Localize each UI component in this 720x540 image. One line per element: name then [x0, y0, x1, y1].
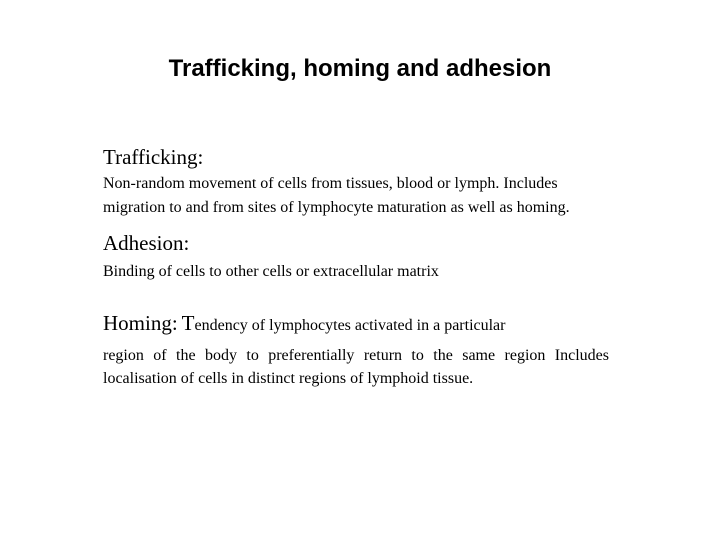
homing-section: [103, 309, 609, 391]
adhesion-heading: Adhesion:: [103, 231, 190, 255]
homing-first-line-text: endency of lymphocytes activated in a particular: [194, 316, 506, 334]
trafficking-heading: Trafficking:: [103, 145, 204, 169]
adhesion-definition: Binding of cells to other cells or extracellular matrix: [103, 263, 439, 280]
slide-title: Trafficking, homing and adhesion: [168, 55, 552, 82]
homing-heading: Homing:: [103, 310, 178, 335]
trafficking-definition: Non-random movement of cells from tissues, blood or lymph. Includes migration to and from sites of lymphocyte maturation as well as homing.: [103, 175, 570, 216]
adhesion-section: [103, 229, 609, 284]
homing-first-line: [103, 309, 609, 340]
trafficking-section: [103, 143, 609, 219]
homing-first-letter: T: [181, 310, 195, 335]
slide-body: [103, 143, 609, 391]
homing-definition: region of the body to preferentially return to the same region Includes localisation of cells in distinct regions of lymphoid tissue.: [103, 346, 609, 387]
